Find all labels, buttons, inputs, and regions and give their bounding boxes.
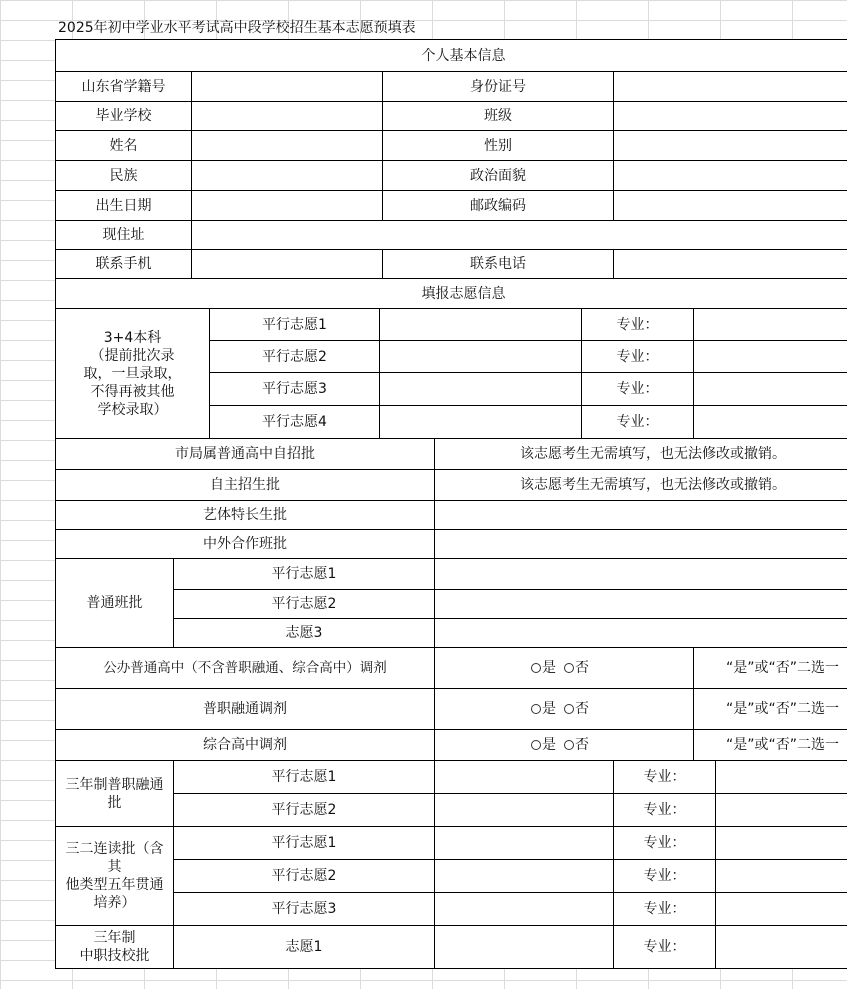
three-two-school-input[interactable] bbox=[435, 893, 614, 926]
general-choice-input[interactable] bbox=[435, 559, 847, 590]
general-choice-label: 平行志愿1 bbox=[174, 559, 435, 590]
adjust-comprehensive-radio[interactable] bbox=[435, 730, 694, 761]
vocational-major-label: 专业： bbox=[614, 926, 716, 969]
label-mobile: 联系手机 bbox=[56, 250, 192, 279]
b34-major-input[interactable] bbox=[694, 373, 847, 406]
city-batch-note: 该志愿考生无需填写，也无法修改或撤销。 bbox=[435, 439, 847, 470]
adjust-public-note: “是”或“否”二选一 bbox=[694, 648, 847, 689]
arts-batch-label: 艺体特长生批 bbox=[56, 501, 435, 530]
section-personal-header: 个人基本信息 bbox=[56, 40, 847, 72]
b34-major-label: 专业： bbox=[582, 373, 694, 406]
three-year-major-label: 专业： bbox=[614, 761, 716, 794]
three-year-major-input[interactable] bbox=[716, 761, 847, 794]
label-ethnicity: 民族 bbox=[56, 161, 192, 191]
radio-circle-icon[interactable] bbox=[564, 740, 574, 750]
label-phone: 联系电话 bbox=[383, 250, 614, 279]
three-two-school-input[interactable] bbox=[435, 827, 614, 860]
label-class: 班级 bbox=[383, 102, 614, 131]
three-two-major-label: 专业： bbox=[614, 893, 716, 926]
coop-batch-label: 中外合作班批 bbox=[56, 530, 435, 559]
three-two-choice-label: 平行志愿3 bbox=[174, 893, 435, 926]
b34-major-input[interactable] bbox=[694, 309, 847, 341]
adjust-public-radio[interactable] bbox=[435, 648, 694, 689]
three-two-choice-label: 平行志愿1 bbox=[174, 827, 435, 860]
general-choice-label: 平行志愿2 bbox=[174, 590, 435, 619]
three-two-major-input[interactable] bbox=[716, 893, 847, 926]
self-batch-label: 自主招生批 bbox=[56, 470, 435, 501]
arts-batch-input[interactable] bbox=[435, 501, 847, 530]
b34-major-input[interactable] bbox=[694, 341, 847, 373]
b34-choice-label: 平行志愿4 bbox=[210, 406, 380, 439]
three-year-major-label: 专业： bbox=[614, 794, 716, 827]
b34-school-input[interactable] bbox=[380, 341, 582, 373]
adjust-comprehensive-note: “是”或“否”二选一 bbox=[694, 730, 847, 761]
input-gender[interactable] bbox=[614, 131, 847, 161]
adjust-vocational-radio[interactable] bbox=[435, 689, 694, 730]
label-postal: 邮政编码 bbox=[383, 191, 614, 221]
general-choice-input[interactable] bbox=[435, 590, 847, 619]
radio-circle-icon[interactable] bbox=[564, 663, 574, 673]
input-political[interactable] bbox=[614, 161, 847, 191]
b34-school-input[interactable] bbox=[380, 406, 582, 439]
three-two-batch-label: 三二连读批（含其 他类型五年贯通 培养） bbox=[56, 827, 174, 926]
input-postal[interactable] bbox=[614, 191, 847, 221]
no-option[interactable]: 否 bbox=[564, 659, 589, 677]
label-political: 政治面貌 bbox=[383, 161, 614, 191]
vocational-choice-label: 志愿1 bbox=[174, 926, 435, 969]
three-two-major-input[interactable] bbox=[716, 860, 847, 893]
b34-school-input[interactable] bbox=[380, 373, 582, 406]
city-batch-label: 市局属普通高中自招批 bbox=[56, 439, 435, 470]
label-gender: 性别 bbox=[383, 131, 614, 161]
radio-circle-icon[interactable] bbox=[564, 704, 574, 714]
radio-circle-icon[interactable] bbox=[531, 663, 541, 673]
coop-batch-input[interactable] bbox=[435, 530, 847, 559]
adjust-public-label: 公办普通高中（不含普职融通、综合高中）调剂 bbox=[56, 648, 435, 689]
three-year-school-input[interactable] bbox=[435, 761, 614, 794]
b34-major-label: 专业： bbox=[582, 309, 694, 341]
self-batch-note: 该志愿考生无需填写，也无法修改或撤销。 bbox=[435, 470, 847, 501]
three-year-major-input[interactable] bbox=[716, 794, 847, 827]
label-birth: 出生日期 bbox=[56, 191, 192, 221]
no-option[interactable]: 否 bbox=[564, 700, 589, 718]
three-two-choice-label: 平行志愿2 bbox=[174, 860, 435, 893]
b34-batch-label: 3+4本科 （提前批次录 取，一旦录取， 不得再被其他 学校录取） bbox=[56, 309, 210, 439]
label-id-card: 身份证号 bbox=[383, 72, 614, 102]
vocational-major-input[interactable] bbox=[716, 926, 847, 969]
yes-option[interactable]: 是 bbox=[531, 736, 556, 754]
label-name: 姓名 bbox=[56, 131, 192, 161]
section-choices-header: 填报志愿信息 bbox=[56, 279, 847, 309]
b34-major-label: 专业： bbox=[582, 341, 694, 373]
application-form-table bbox=[55, 39, 847, 969]
input-ethnicity[interactable] bbox=[192, 161, 383, 191]
three-year-choice-label: 平行志愿2 bbox=[174, 794, 435, 827]
three-two-major-input[interactable] bbox=[716, 827, 847, 860]
b34-choice-label: 平行志愿1 bbox=[210, 309, 380, 341]
three-two-major-label: 专业： bbox=[614, 860, 716, 893]
input-student-id[interactable] bbox=[192, 72, 383, 102]
input-address[interactable] bbox=[192, 221, 847, 250]
vocational-batch-label: 三年制 中职技校批 bbox=[56, 926, 174, 969]
general-choice-input[interactable] bbox=[435, 619, 847, 648]
general-batch-label: 普通班批 bbox=[56, 559, 174, 648]
three-two-major-label: 专业： bbox=[614, 827, 716, 860]
radio-circle-icon[interactable] bbox=[531, 704, 541, 714]
input-school[interactable] bbox=[192, 102, 383, 131]
label-school: 毕业学校 bbox=[56, 102, 192, 131]
input-id-card[interactable] bbox=[614, 72, 847, 102]
yes-option[interactable]: 是 bbox=[531, 700, 556, 718]
input-mobile[interactable] bbox=[192, 250, 383, 279]
general-choice-label: 志愿3 bbox=[174, 619, 435, 648]
adjust-comprehensive-label: 综合高中调剂 bbox=[56, 730, 435, 761]
b34-choice-label: 平行志愿2 bbox=[210, 341, 380, 373]
three-two-school-input[interactable] bbox=[435, 860, 614, 893]
no-option[interactable]: 否 bbox=[564, 736, 589, 754]
input-birth[interactable] bbox=[192, 191, 383, 221]
input-class[interactable] bbox=[614, 102, 847, 131]
b34-major-input[interactable] bbox=[694, 406, 847, 439]
three-year-school-input[interactable] bbox=[435, 794, 614, 827]
form-title: 2025年初中学业水平考试高中段学校招生基本志愿预填表 bbox=[58, 20, 416, 36]
yes-option[interactable]: 是 bbox=[531, 659, 556, 677]
three-year-choice-label: 平行志愿1 bbox=[174, 761, 435, 794]
b34-major-label: 专业： bbox=[582, 406, 694, 439]
adjust-vocational-note: “是”或“否”二选一 bbox=[694, 689, 847, 730]
b34-choice-label: 平行志愿3 bbox=[210, 373, 380, 406]
input-name[interactable] bbox=[192, 131, 383, 161]
label-address: 现住址 bbox=[56, 221, 192, 250]
adjust-vocational-label: 普职融通调剂 bbox=[56, 689, 435, 730]
three-year-batch-label: 三年制普职融通 批 bbox=[56, 761, 174, 827]
label-student-id: 山东省学籍号 bbox=[56, 72, 192, 102]
b34-school-input[interactable] bbox=[380, 309, 582, 341]
radio-circle-icon[interactable] bbox=[531, 740, 541, 750]
input-phone[interactable] bbox=[614, 250, 847, 279]
vocational-school-input[interactable] bbox=[435, 926, 614, 969]
